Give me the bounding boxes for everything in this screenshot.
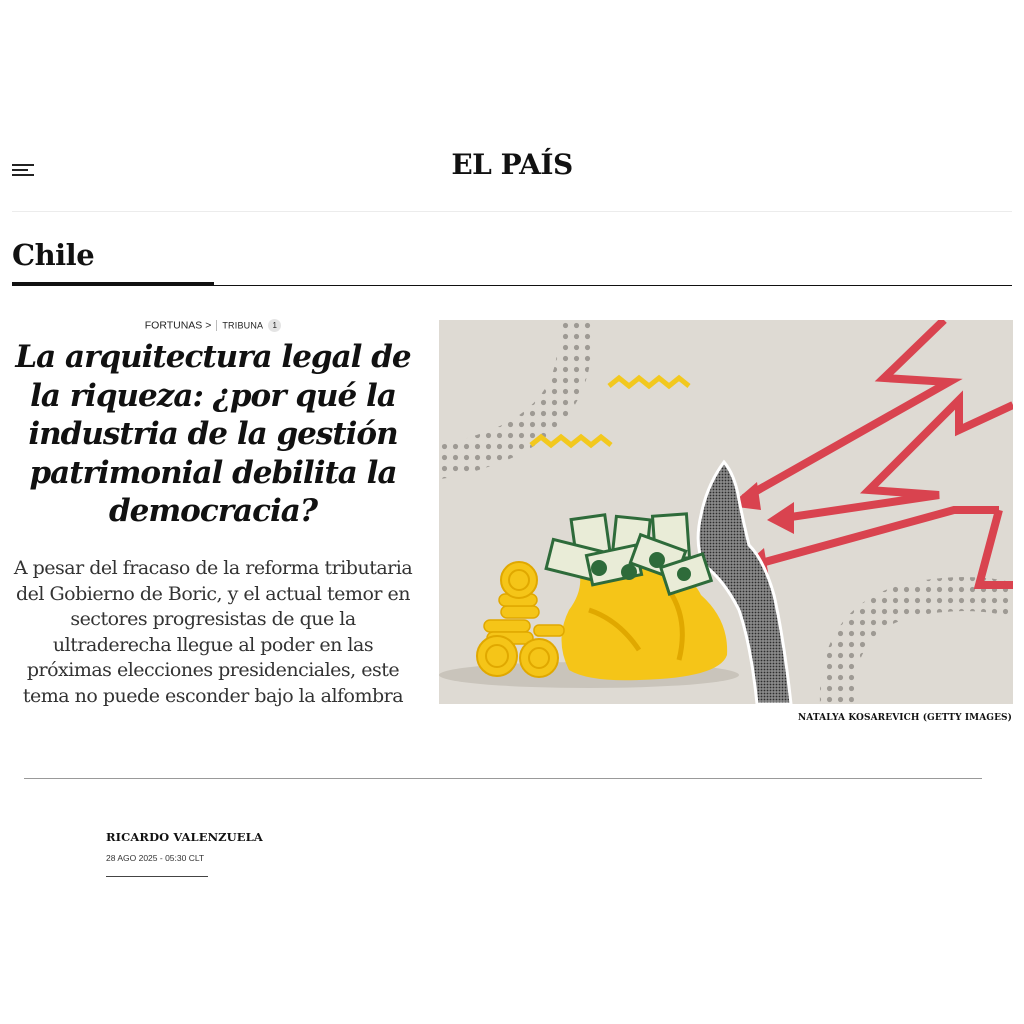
kicker-type-label: TRIBUNA (222, 320, 264, 331)
image-credit: NATALYA KOSAREVICH (GETTY IMAGES) (797, 713, 1012, 723)
article-kicker (0, 319, 426, 332)
byline-divider (106, 876, 208, 877)
article-headline: La arquitectura legal de la riqueza: ¿por qué la industria de la gestión patrimonial debilita la democracia? (15, 339, 411, 529)
author-name-link[interactable]: RICARDO VALENZUELA (106, 830, 263, 844)
kicker-separator (216, 320, 217, 331)
article-illustration (439, 320, 1013, 704)
kicker-category-link[interactable]: FORTUNAS > (144, 319, 212, 332)
header-divider (12, 211, 1012, 212)
section-title[interactable]: Chile (12, 238, 95, 272)
section-underline (12, 282, 214, 286)
article-standfirst: A pesar del fracaso de la reforma tributaria del Gobierno de Boric, y el actual temor en sectores progresistas de que la ultraderecha llegue al poder en las próximas elecciones presidenciales, este tema no puede esconder bajo la alfombra (13, 557, 413, 707)
publish-date: 28 AGO 2025 - 05:30 CLT (106, 853, 205, 863)
comment-count-badge[interactable]: 1 (268, 319, 281, 332)
site-logo[interactable]: EL PAÍS (451, 148, 573, 181)
article-divider (24, 778, 982, 779)
